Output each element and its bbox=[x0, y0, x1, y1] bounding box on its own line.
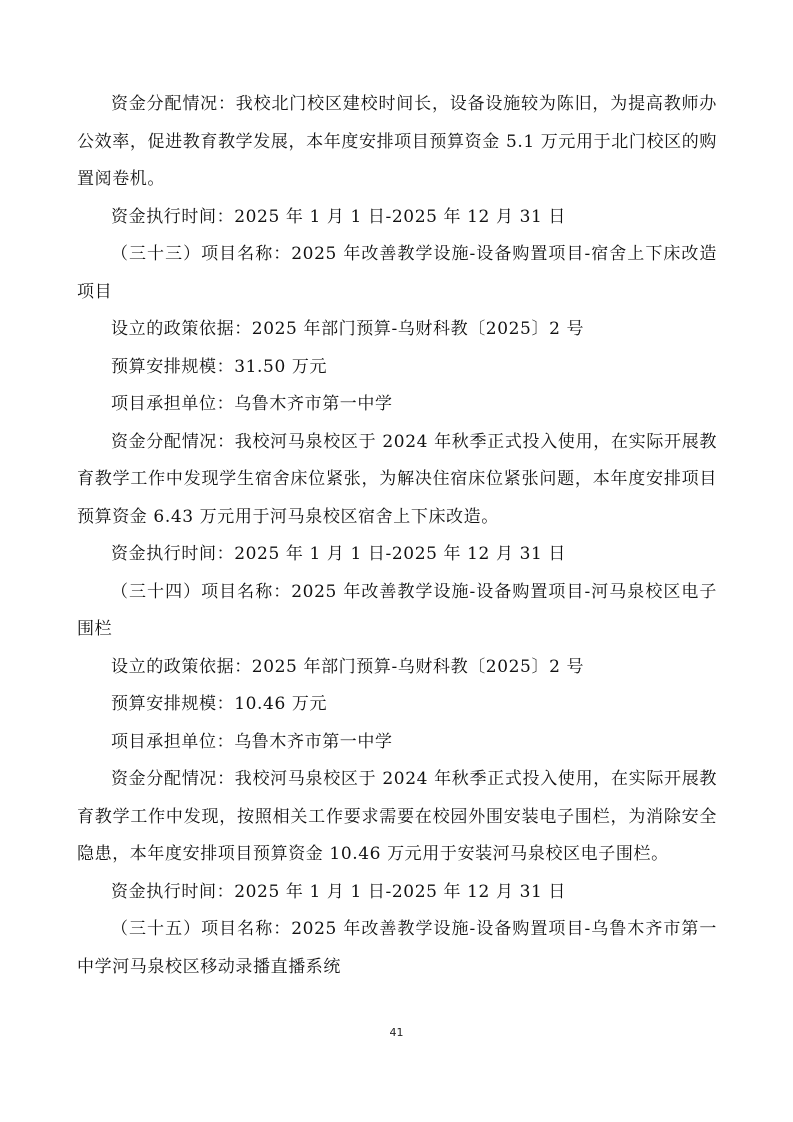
paragraph-project-35-name: （三十五）项目名称：2025 年改善教学设施-设备购置项目-乌鲁木齐市第一中学河马泉校区移动录播直播系统 bbox=[77, 919, 717, 977]
paragraph-budget-scale: 预算安排规模：10.46 万元 bbox=[111, 694, 328, 714]
document-body bbox=[77, 86, 717, 986]
paragraph-funding-allocation-electric-fence: 资金分配情况：我校河马泉校区于 2024 年秋季正式投入使用，在实际开展教育教学工作中发现，按照相关工作要求需要在校园外围安装电子围栏，为消除安全隐患，本年度安排项目预算资金 10.46 万元用于安装河马泉校区电子围栏。 bbox=[77, 769, 717, 864]
paragraph-budget-scale: 预算安排规模：31.50 万元 bbox=[111, 356, 328, 377]
paragraph-policy-basis: 设立的政策依据：2025 年部门预算-乌财科教〔2025〕2 号 bbox=[111, 656, 585, 677]
paragraph-policy-basis: 设立的政策依据：2025 年部门预算-乌财科教〔2025〕2 号 bbox=[111, 319, 585, 339]
paragraph-funding-allocation-dorm-beds: 资金分配情况：我校河马泉校区于 2024 年秋季正式投入使用，在实际开展教育教学工作中发现学生宿舍床位紧张，为解决住宿床位紧张问题，本年度安排项目预算资金 6.43 万元用于河马泉校区宿舍上下床改造。 bbox=[77, 431, 717, 527]
paragraph-execution-time: 资金执行时间：2025 年 1 月 1 日-2025 年 12 月 31 日 bbox=[111, 206, 567, 227]
paragraph-project-34-name: （三十四）项目名称：2025 年改善教学设施-设备购置项目-河马泉校区电子围栏 bbox=[77, 581, 717, 639]
paragraph-execution-time: 资金执行时间：2025 年 1 月 1 日-2025 年 12 月 31 日 bbox=[111, 881, 567, 902]
paragraph-project-33-name: （三十三）项目名称：2025 年改善教学设施-设备购置项目-宿舍上下床改造项目 bbox=[77, 244, 717, 302]
paragraph-responsible-unit: 项目承担单位：乌鲁木齐市第一中学 bbox=[111, 394, 393, 414]
paragraph-execution-time: 资金执行时间：2025 年 1 月 1 日-2025 年 12 月 31 日 bbox=[111, 544, 567, 564]
page-number: 41 bbox=[389, 1026, 404, 1039]
paragraph-responsible-unit: 项目承担单位：乌鲁木齐市第一中学 bbox=[111, 731, 393, 752]
paragraph-funding-allocation-north-gate: 资金分配情况：我校北门校区建校时间长，设备设施较为陈旧，为提高教师办公效率，促进教育教学发展，本年度安排项目预算资金 5.1 万元用于北门校区的购置阅卷机。 bbox=[77, 94, 717, 189]
